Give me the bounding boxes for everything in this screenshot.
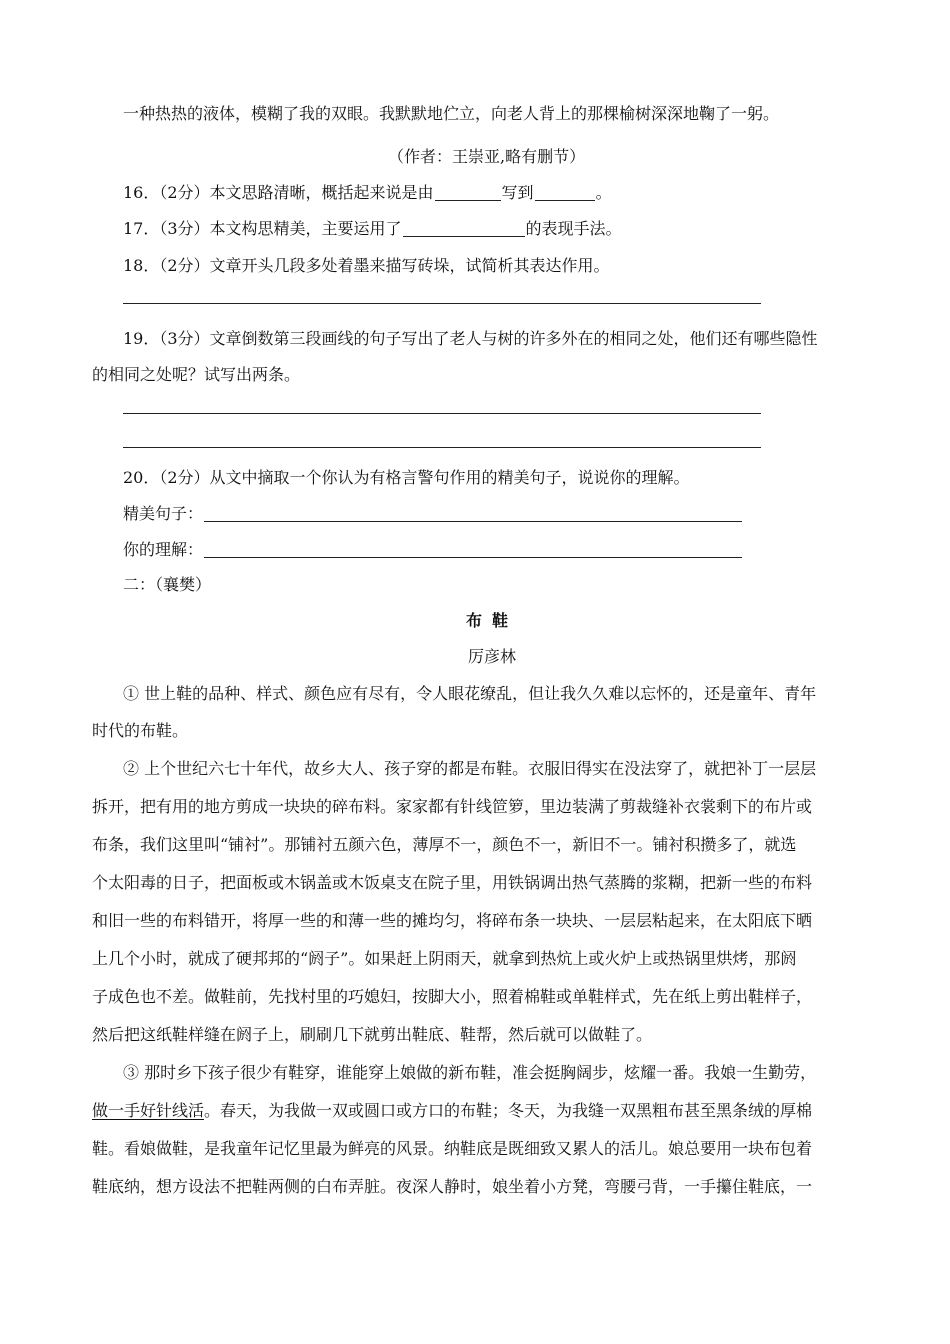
article-title: 布鞋 xyxy=(466,611,519,630)
question-16-text-mid: 写到 xyxy=(501,183,534,202)
sentence-label: 精美句子： xyxy=(123,504,204,523)
sentence-row xyxy=(123,501,743,524)
section-heading: 二：（襄樊） xyxy=(123,575,212,594)
paragraph-line: 鞋。看娘做鞋，是我童年记忆里最为鲜亮的风景。纳鞋底是既细致又累人的活儿。娘总要用一块布包着 xyxy=(92,1139,813,1158)
paragraph-line: ② 上个世纪六七十年代，故乡大人、孩子穿的都是布鞋。衣服旧得实在没法穿了，就把补丁一层层 xyxy=(123,759,817,778)
sentence-blank[interactable] xyxy=(204,505,742,522)
paragraph-line: 上几个小时，就成了硬邦邦的“阏子”。如果赶上阴雨天，就拿到热炕上或火炉上或热锅里烘烤，那阏 xyxy=(92,949,797,968)
question-19-line1: 19．（3分）文章倒数第三段画线的句子写出了老人与树的许多外在的相同之处，他们还有哪些隐性 xyxy=(123,329,818,348)
question-18: 18．（2分）文章开头几段多处着墨来描写砖垛，试简析其表达作用。 xyxy=(123,256,610,275)
answer-line[interactable] xyxy=(123,447,761,448)
paragraph-line: 和旧一些的布料错开，将厚一些的和薄一些的摊均匀，将碎布条一块块、一层层粘起来，在太阳底下晒 xyxy=(92,911,813,930)
understanding-label: 你的理解： xyxy=(123,540,204,559)
article-author: 厉彦林 xyxy=(468,647,517,666)
underlined-phrase: 做一手好针线活 xyxy=(92,1101,205,1120)
question-16-text-end: 。 xyxy=(595,183,612,202)
understanding-blank[interactable] xyxy=(204,541,742,558)
paragraph-line: 然后把这纸鞋样缝在阏子上，刷刷几下就剪出鞋底、鞋帮，然后就可以做鞋了。 xyxy=(92,1025,653,1044)
understanding-row xyxy=(123,537,743,560)
paragraph-line: 时代的布鞋。 xyxy=(92,721,189,740)
paragraph-text: 。春天，为我做一双或圆口或方口的布鞋；冬天，为我缝一双黑粗布甚至黑条绒的厚棉 xyxy=(204,1101,813,1120)
paragraph-line: 个太阳毒的日子，把面板或木锅盖或木饭桌支在院子里，用铁锅调出热气蒸腾的浆糊，把新一些的布料 xyxy=(92,873,813,892)
question-19-line2: 的相同之处呢？试写出两条。 xyxy=(92,365,301,384)
answer-blank[interactable] xyxy=(403,220,525,237)
paragraph-ending: 一种热热的液体，模糊了我的双眼。我默默地伫立，向老人背上的那棵榆树深深地鞠了一躬。 xyxy=(123,104,780,123)
question-16 xyxy=(123,180,612,203)
paragraph-line: 鞋底纳，想方设法不把鞋两侧的白布弄脏。夜深人静时，娘坐着小方凳，弯腰弓背，一手攥住鞋底，一 xyxy=(92,1177,813,1196)
question-16-text: 16．（2分）本文思路清晰，概括起来说是由 xyxy=(123,183,434,202)
question-17-text-end: 的表现手法。 xyxy=(525,219,622,238)
author-note: （作者：王崇亚,略有删节） xyxy=(388,147,586,166)
paragraph-line: 拆开，把有用的地方剪成一块块的碎布料。家家都有针线笸箩，里边装满了剪裁缝补衣裳剩下的布片或 xyxy=(92,797,813,816)
paragraph-line: ③ 那时乡下孩子很少有鞋穿，谁能穿上娘做的新布鞋，准会挺胸阔步，炫耀一番。我娘一生勤劳， xyxy=(123,1063,817,1082)
paragraph-line: 子成色也不差。做鞋前，先找村里的巧媳妇，按脚大小，照着棉鞋或单鞋样式，先在纸上剪出鞋样子， xyxy=(92,987,813,1006)
question-17 xyxy=(123,216,622,239)
question-17-text: 17．（3分）本文构思精美，主要运用了 xyxy=(123,219,402,238)
answer-line[interactable] xyxy=(123,413,761,414)
answer-blank[interactable] xyxy=(435,184,501,201)
answer-line[interactable] xyxy=(123,303,761,304)
paragraph-line: ① 世上鞋的品种、样式、颜色应有尽有，令人眼花缭乱，但让我久久难以忘怀的，还是童年、青年 xyxy=(123,684,817,703)
answer-blank[interactable] xyxy=(535,184,595,201)
paragraph-line xyxy=(92,1098,812,1121)
question-20: 20．（2分）从文中摘取一个你认为有格言警句作用的精美句子，说说你的理解。 xyxy=(123,468,690,487)
paragraph-line: 布条，我们这里叫“铺衬”。那铺衬五颜六色，薄厚不一，颜色不一，新旧不一。铺衬积攒多了，就选 xyxy=(92,835,797,854)
